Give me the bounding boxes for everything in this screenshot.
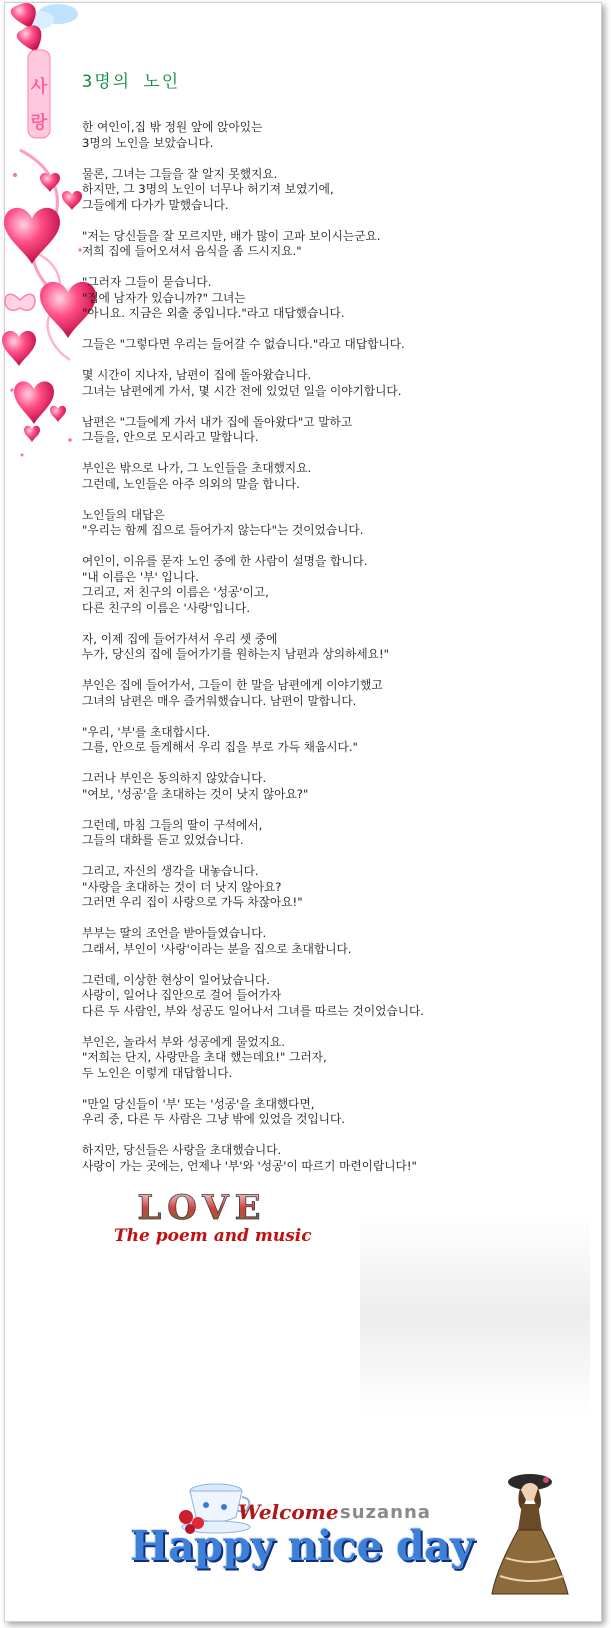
story-paragraph (82, 554, 587, 616)
side-label-rang: 랑 (30, 113, 48, 133)
story-line: "우리는 함께 집으로 들어가지 않는다"는 것이었습니다. (82, 523, 364, 537)
happy-nice-day-banner: Happy nice day (130, 1522, 474, 1570)
story-line: 노인들의 대답은 (82, 507, 165, 522)
story-line: "우리, '부'를 초대합시다. (82, 724, 211, 739)
story-paragraph (82, 926, 587, 957)
story-line: "사랑을 초대하는 것이 더 낫지 않아요? (82, 879, 282, 894)
story-paragraph (82, 508, 587, 539)
story-paragraph (82, 1143, 587, 1174)
decorative-gradient (360, 1215, 590, 1415)
story-paragraph (82, 368, 587, 399)
page-title: 3명의 노인 (82, 72, 181, 92)
love-banner-word (96, 1190, 308, 1224)
story-line: 자, 이제 집에 들어가셔서 우리 셋 중에 (82, 631, 278, 646)
story-line: 두 노인은 이렇게 대답합니다. (82, 1065, 233, 1080)
story-line: 부인은 밖으로 나가, 그 노인들을 초대했지요. (82, 461, 312, 475)
story-paragraph (82, 864, 587, 911)
story-paragraph (82, 678, 587, 709)
story-line: 다른 친구의 이름은 '사랑'입니다. (82, 600, 251, 615)
story-line: "아니요. 지금은 외출 중입니다."라고 대답했습니다. (82, 306, 345, 320)
story-line: "집에 남자가 있습니까?" 그녀는 (82, 290, 246, 305)
story-line: 부부는 딸의 조언을 받아들였습니다. (82, 926, 267, 940)
story-line: 하지만, 당신들은 사랑을 초대했습니다. (82, 1143, 282, 1157)
story-line: 여인이, 이유를 묻자 노인 중에 한 사람이 설명을 합니다. (82, 554, 368, 568)
story-line: 하지만, 그 3명의 노인이 너무나 허기져 보였기에, (82, 182, 334, 196)
story-line: 몇 시간이 지나자, 남편이 집에 돌아왔습니다. (82, 368, 312, 382)
story-line: 사랑이 가는 곳에는, 언제나 '부'와 '성공'이 따르기 마련이랍니다!" (82, 1158, 417, 1173)
story-line: 그리고, 저 친구의 이름은 '성공'이고, (82, 585, 269, 599)
side-label-sa: 사 (30, 77, 48, 97)
story-line: 그런데, 이상한 현상이 일어났습니다. (82, 972, 270, 987)
story-line: 그리고, 자신의 생각을 내놓습니다. (82, 864, 259, 878)
story-line: 그녀의 남편은 매우 즐거워했습니다. 남편이 말합니다. (82, 693, 357, 708)
victorian-lady-figure (486, 1470, 570, 1598)
story-paragraph (82, 120, 587, 151)
story-body (82, 120, 587, 1190)
story-paragraph (82, 229, 587, 260)
story-line: 그래서, 부인이 '사랑'이라는 분을 집으로 초대합니다. (82, 941, 352, 956)
story-paragraph (82, 632, 587, 663)
story-paragraph (82, 725, 587, 756)
story-paragraph (82, 415, 587, 446)
story-line: 부인은 집에 들어가서, 그들이 한 말을 남편에게 이야기했고 (82, 678, 383, 692)
story-line: 그들에게 다가가 말했습니다. (82, 197, 229, 212)
story-line: 다른 두 사람인, 부와 성공도 일어나서 그녀를 따르는 것이었습니다. (82, 1003, 424, 1018)
story-line: 그녀는 남편에게 가서, 몇 시간 전에 있었던 일을 이야기합니다. (82, 383, 402, 398)
story-line: 저희 집에 들어오셔서 음식을 좀 드시지요." (82, 244, 302, 258)
story-line: "저는 당신들을 잘 모르지만, 배가 많이 고파 보이시는군요. (82, 228, 381, 243)
story-line: 그들은 "그렇다면 우리는 들어갈 수 없습니다."라고 대답합니다. (82, 337, 405, 351)
story-line: 한 여인이,집 밖 정원 앞에 앉아있는 (82, 120, 263, 134)
story-paragraph (82, 818, 587, 849)
story-line: 물론, 그녀는 그들을 잘 알지 못했지요. (82, 166, 278, 181)
story-line: "내 이름은 '부' 입니다. (82, 569, 199, 584)
love-word-text: LOVE (137, 1190, 267, 1224)
story-line: 그를, 안으로 들게해서 우리 집을 부로 가득 채웁시다." (82, 740, 358, 754)
story-paragraph (82, 1035, 587, 1082)
story-line: 사랑이, 일어나 집안으로 걸어 들어가자 (82, 988, 282, 1002)
story-line: "만일 당신들이 '부' 또는 '성공'을 초대했다면, (82, 1096, 315, 1111)
story-line: 우리 중, 다른 두 사람은 그냥 밖에 있었을 것입니다. (82, 1112, 345, 1126)
story-line: "그러자 그들이 묻습니다. (82, 275, 212, 289)
story-paragraph (82, 771, 587, 802)
story-line: "저희는 단지, 사랑만을 초대 했는데요!" 그러자, (82, 1050, 327, 1064)
story-paragraph (82, 167, 587, 214)
story-line: "여보, '성공'을 초대하는 것이 낫지 않아요?" (82, 786, 309, 801)
story-paragraph (82, 461, 587, 492)
story-paragraph (82, 275, 587, 322)
story-line: 그들을, 안으로 모시라고 말합니다. (82, 430, 259, 444)
story-line: 부인은, 놀라서 부와 성공에게 물었지요. (82, 1034, 285, 1049)
story-paragraph (82, 1097, 587, 1128)
story-line: 누가, 당신의 집에 들어가기를 원하는지 남편과 상의하세요!" (82, 647, 390, 661)
love-banner-subtitle: The poem and music (114, 1226, 312, 1246)
story-line: 그러면 우리 집이 사랑으로 가득 차잖아요!" (82, 895, 303, 909)
story-paragraph (82, 337, 587, 353)
story-line: 그런데, 노인들은 아주 의외의 말을 합니다. (82, 476, 300, 491)
welcome-text: Welcome (238, 1500, 339, 1524)
story-paragraph (82, 973, 587, 1020)
story-line: 그러나 부인은 동의하지 않았습니다. (82, 771, 267, 785)
story-line: 남편은 "그들에게 가서 내가 집에 돌아왔다"고 말하고 (82, 414, 353, 429)
story-line: 그들의 대화를 듣고 있었습니다. (82, 833, 244, 847)
signature-name: suzanna (340, 1502, 431, 1523)
story-line: 3명의 노인을 보았습니다. (82, 135, 214, 150)
story-line: 그런데, 마침 그들의 딸이 구석에서, (82, 817, 263, 832)
